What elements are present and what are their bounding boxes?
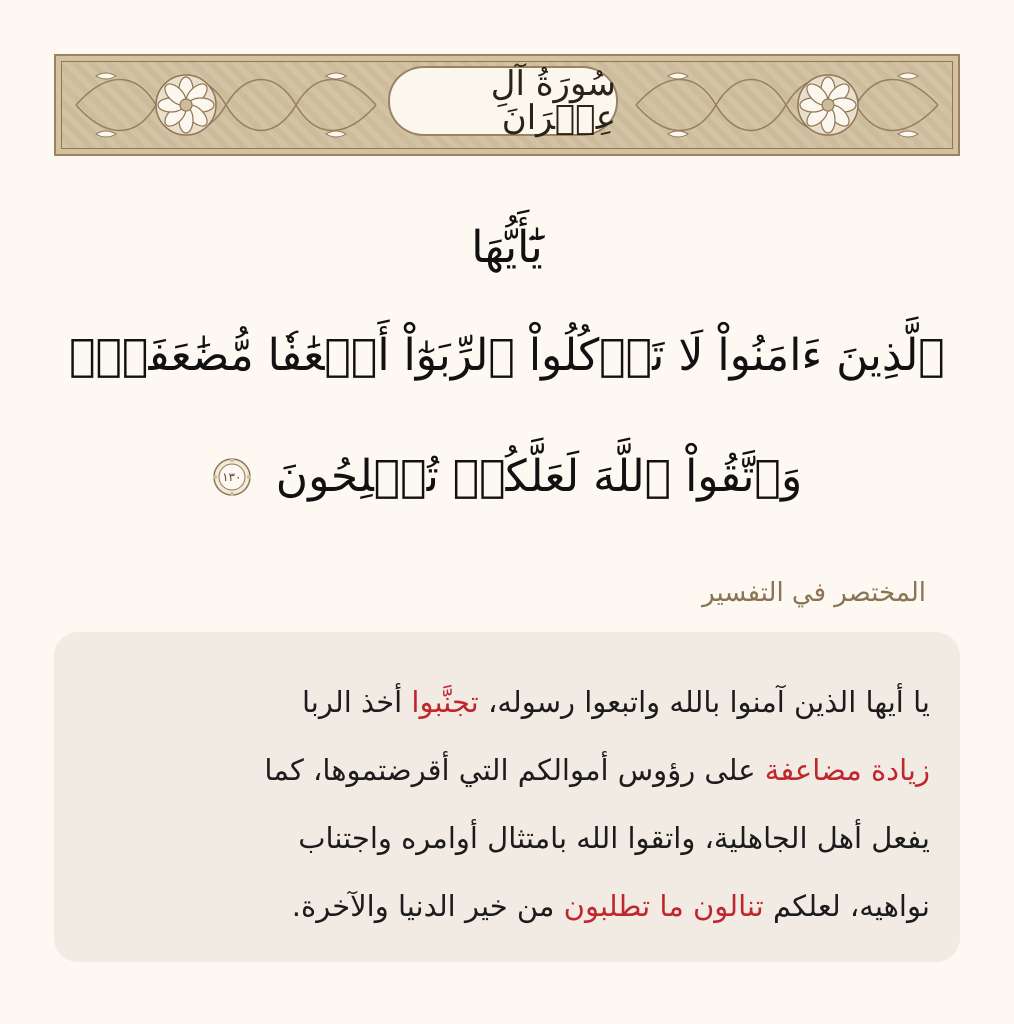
tafsir-segment: يا أيها الذين آمنوا بالله واتبعوا رسوله،: [478, 685, 930, 719]
verse-line-2: ٱلَّذِينَ ءَامَنُواْ لَا تَأۡكُلُواْ ٱلرِّبَوٰٓاْ أَضۡعَٰفٗا مُّضَٰعَفَةٗۖ: [69, 330, 945, 381]
tafsir-segment: نواهيه، لعلكم: [763, 889, 930, 923]
tafsir-line: [84, 804, 930, 872]
surah-title: سُورَةُ آلِ عِمۡرَانَ: [490, 64, 616, 138]
tafsir-highlight: تنالون ما تطلبون: [563, 889, 764, 923]
floral-rosette-icon: [156, 75, 216, 135]
ayah-marker-icon: [212, 457, 252, 497]
surah-title-cartouche: [388, 66, 618, 136]
surah-header-banner: [54, 54, 960, 156]
tafsir-segment: أخذ الربا: [301, 685, 412, 719]
tafsir-source-label: المختصر في التفسير: [702, 578, 926, 608]
tafsir-text: [84, 668, 930, 940]
verse-line-1: يَٰٓأَيُّهَا: [471, 222, 543, 273]
tafsir-line: [84, 668, 930, 736]
tafsir-line: [84, 736, 930, 804]
tafsir-segment: يفعل أهل الجاهلية، واتقوا الله بامتثال أوامره واجتناب: [298, 821, 930, 855]
ayah-number: ١٣٠: [222, 469, 242, 484]
tafsir-highlight: زيادة مضاعفة: [764, 753, 930, 787]
verse-line-3: [40, 448, 974, 502]
tafsir-box: [54, 632, 960, 962]
tafsir-segment: من خير الدنيا والآخرة.: [291, 889, 564, 923]
tafsir-highlight: تجنَّبوا: [411, 685, 479, 719]
floral-rosette-icon: [798, 75, 858, 135]
verse-line-3-text: وَٱتَّقُواْ ٱللَّهَ لَعَلَّكُمۡ تُفۡلِحُونَ: [275, 451, 803, 502]
tafsir-line: [84, 872, 930, 940]
tafsir-segment: على رؤوس أموالكم التي أقرضتموها، كما: [264, 753, 765, 787]
